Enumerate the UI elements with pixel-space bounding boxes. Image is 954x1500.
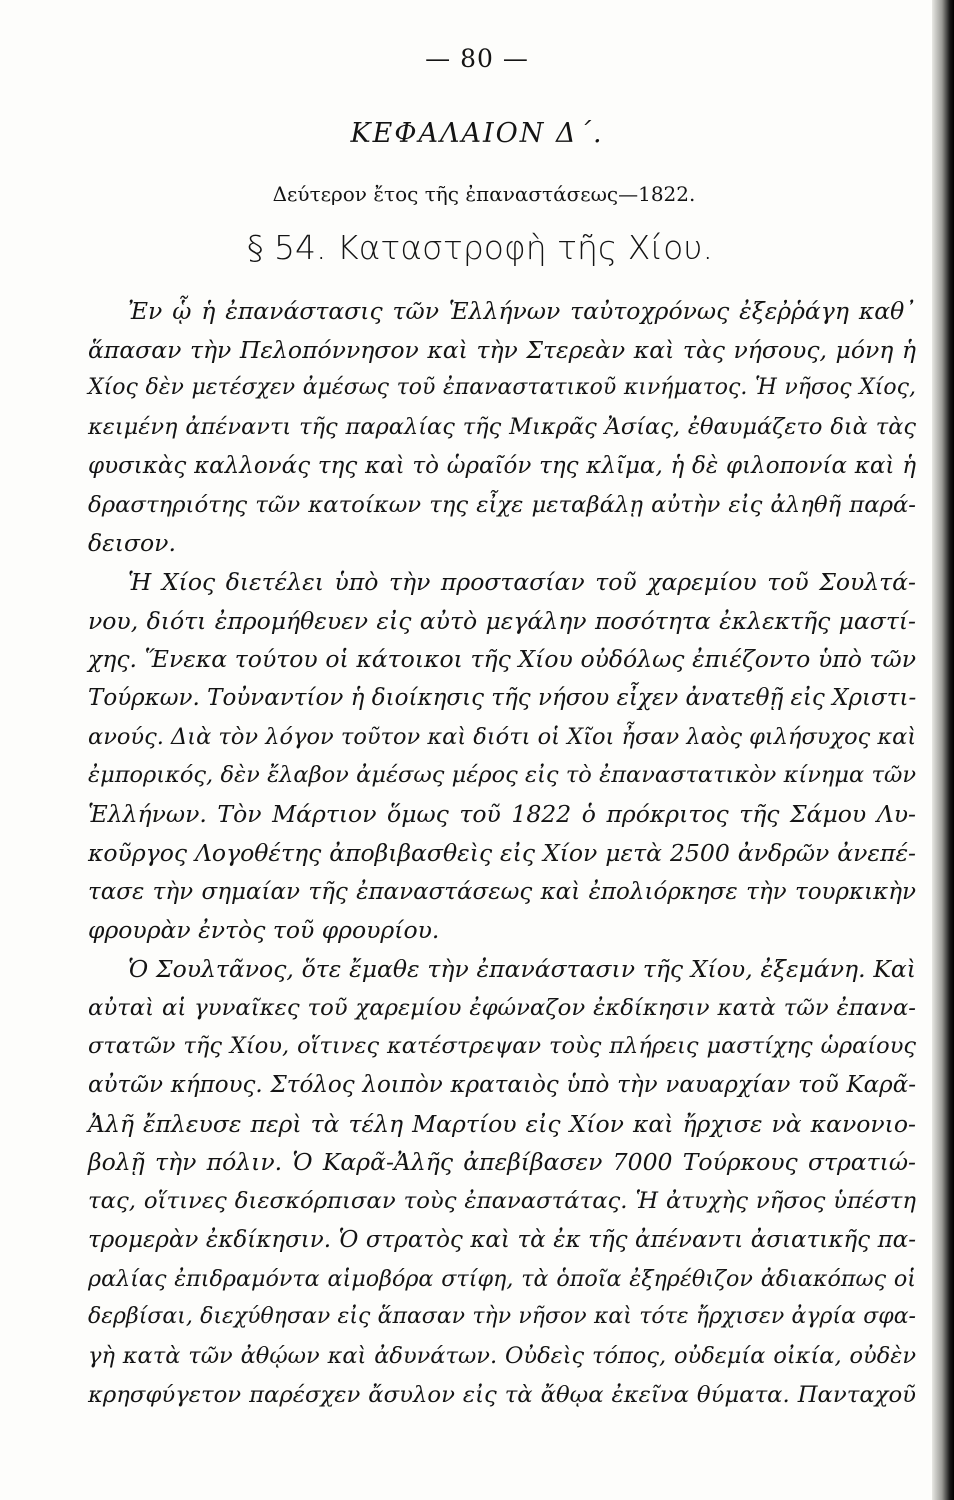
text-line: Ἀλῆ ἔπλευσε περὶ τὰ τέλη Μαρτίου εἰς Χίον καὶ ἤρχισε νὰ κανονιο- [88, 1109, 916, 1138]
text-line: Ὁ Σουλτᾶνος, ὅτε ἔμαθε τὴν ἐπανάστασιν τῆς Χίου, ἐξεμάνη. Καὶ [128, 954, 916, 983]
text-line: κρησφύγετον παρέσχεν ἄσυλον εἰς τὰ ἄθῳα ἐκεῖνα θύματα. Πανταχοῦ [88, 1381, 916, 1408]
text-line: Ἑλλήνων. Τὸν Μάρτιον ὅμως τοῦ 1822 ὁ πρόκριτος τῆς Σάμου Λυ- [88, 800, 916, 829]
text-line: χης. Ἕνεκα τούτου οἱ κάτοικοι τῆς Χίου οὐδόλως ἐπιέζοντο ὑπὸ τῶν [88, 645, 916, 674]
text-line: Ἡ Χίος διετέλει ὑπὸ τὴν προστασίαν τοῦ χαρεμίου τοῦ Σουλτά- [128, 567, 916, 596]
text-line: Ἐν ᾧ ἡ ἐπανάστασις τῶν Ἑλλήνων ταὐτοχρόνως ἐξεῤῥάγη καθ᾽ [128, 297, 916, 325]
text-line: ανούς. Διὰ τὸν λόγον τοῦτον καὶ διότι οἱ Χῖοι ἦσαν λαὸς φιλήσυχος καὶ [88, 723, 917, 750]
text-line: κοῦργος Λογοθέτης ἀποβιβασθεὶς εἰς Χίον μετὰ 2500 ἀνδρῶν ἀνεπέ- [88, 838, 916, 867]
page-edge-shadow [932, 0, 954, 1500]
text-line: βολῇ τὴν πόλιν. Ὁ Καρᾶ-Ἀλῆς ἀπεβίβασεν 7000 Τούρκους στρατιώ- [88, 1148, 916, 1177]
chapter-title: ΚΕΦΑΛΑΙΟΝ Δ΄. [350, 118, 604, 149]
text-line: αὐταὶ αἱ γυναῖκες τοῦ χαρεμίου ἐφώναζον ἐκδίκησιν κατὰ τῶν ἐπανα- [88, 994, 916, 1021]
text-line: φυσικὰς καλλονάς της καὶ τὸ ὡραῖόν της κλῖμα, ἡ δὲ φιλοπονία καὶ ἡ [88, 452, 916, 479]
page-number: — 80 — [425, 44, 529, 73]
text-line: Τούρκων. Τοὐναντίον ἡ διοίκησις τῆς νήσου εἶχεν ἀνατεθῇ εἰς Χριστι- [88, 685, 917, 712]
text-line: δραστηριότης τῶν κατοίκων της εἶχε μεταβάλῃ αὐτὴν εἰς ἀληθῆ παρά- [88, 491, 916, 518]
text-line: αὐτῶν κήπους. Στόλος λοιπὸν κραταιὸς ὑπὸ τὴν ναυαρχίαν τοῦ Καρᾶ- [88, 1072, 916, 1099]
text-line: ἐμπορικός, δὲν ἔλαβον ἀμέσως μέρος εἰς τὸ ἐπαναστατικὸν κίνημα τῶν [88, 762, 916, 789]
text-line: φρουρὰν ἐντὸς τοῦ φρουρίου. [88, 916, 440, 945]
body-text [88, 292, 916, 1414]
text-line: δερβίσαι, διεχύθησαν εἰς ἅπασαν τὴν νῆσον καὶ τότε ἤρχισεν ἀγρία σφα- [88, 1304, 916, 1330]
text-line: νου, διότι ἐπρομήθευεν εἰς αὐτὸ μεγάλην ποσότητα ἐκλεκτῆς μαστί- [88, 606, 916, 635]
text-line: ραλίας ἐπιδραμόντα αἱμοβόρα στίφη, τὰ ὁποῖα ἐξηρέθιζον ἀδιακόπως οἱ [88, 1265, 916, 1292]
text-line: στατῶν τῆς Χίου, οἵτινες κατέστρεψαν τοὺς πλήρεις μαστίχης ὡραίους [88, 1033, 916, 1060]
text-line: κειμένη ἀπέναντι τῆς παραλίας τῆς Μικρᾶς Ἀσίας, ἐθαυμάζετο διὰ τὰς [88, 414, 916, 441]
chapter-subtitle-year: Δεύτερον ἔτος τῆς ἐπαναστάσεως—1822. [272, 182, 696, 206]
text-line: τας, οἵτινες διεσκόρπισαν τοὺς ἐπαναστάτας. Ἡ ἀτυχὴς νῆσος ὑπέστη [88, 1188, 916, 1215]
text-line: Χίος δὲν μετέσχεν ἀμέσως τοῦ ἐπαναστατικοῦ κινήματος. Ἡ νῆσος Χίος, [88, 375, 916, 401]
text-line: ἅπασαν τὴν Πελοπόννησον καὶ τὴν Στερεὰν καὶ τὰς νήσους, μόνη ἡ [88, 335, 916, 364]
section-heading: § 54. Καταστροφὴ τῆς Χίου. [247, 228, 713, 267]
text-line: δεισον. [88, 529, 176, 558]
text-line: τρομερὰν ἐκδίκησιν. Ὁ στρατὸς καὶ τὰ ἐκ τῆς ἀπέναντι ἀσιατικῆς πα- [88, 1226, 916, 1253]
text-line: γὴ κατὰ τῶν ἀθῴων καὶ ἀδυνάτων. Οὐδεὶς τόπος, οὐδεμία οἰκία, οὐδὲν [88, 1342, 916, 1369]
text-line: τασε τὴν σημαίαν τῆς ἐπαναστάσεως καὶ ἐπολιόρκησε τὴν τουρκικὴν [88, 878, 916, 905]
